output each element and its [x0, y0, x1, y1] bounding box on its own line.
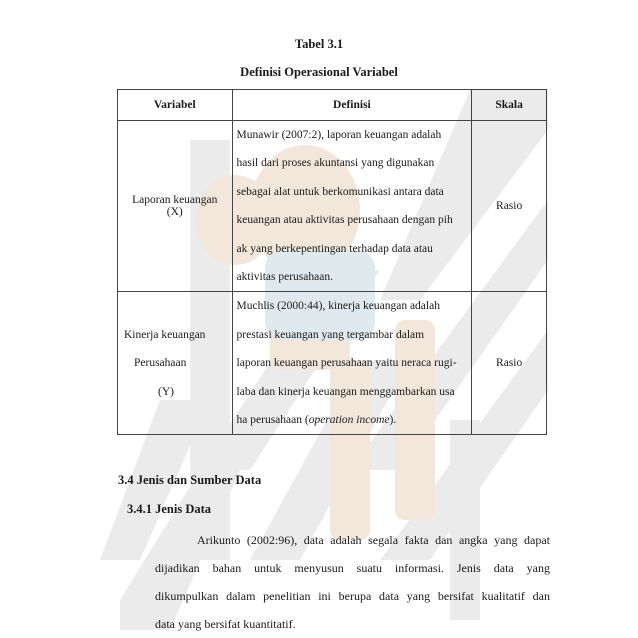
- subsection-heading: 3.4.1 Jenis Data: [127, 502, 212, 516]
- variable-line: Perusahaan: [134, 357, 187, 370]
- cell-variable: [118, 292, 233, 435]
- paragraph-line: data yang bersifat kuantitatif.: [155, 617, 296, 631]
- definition-line: sebagai alat untuk berkomunikasi antara data: [236, 185, 444, 198]
- variable-line: Laporan keuangan: [132, 194, 218, 207]
- definition-line: laporan keuangan perusahaan yaitu neraca rugi-: [236, 357, 457, 370]
- definition-italic: operation income: [308, 414, 390, 427]
- paragraph-line: dikumpulkan dalam penelitian ini berupa data yang bersifat kualitatif dan: [155, 589, 550, 603]
- definition-line: ak yang berkepentingan terhadap data atau: [236, 242, 433, 255]
- cell-definition: [232, 121, 472, 292]
- table-number: Tabel 3.1: [294, 37, 344, 51]
- variable-line: (X): [166, 206, 183, 219]
- paragraph-line: Arikunto (2002:96), data adalah segala fakta dan angka yang dapat: [197, 533, 550, 547]
- cell-scale: Rasio: [472, 121, 547, 292]
- section-heading: 3.4 Jenis dan Sumber Data: [118, 473, 262, 487]
- definition-text: ha perusahaan (: [236, 414, 309, 427]
- definition-tail: ).: [389, 414, 397, 427]
- definition-line-last: [237, 406, 468, 434]
- definition-table: [117, 89, 547, 435]
- definition-line: Munawir (2007:2), laporan keuangan adalah: [236, 129, 442, 141]
- variable-line: Kinerja keuangan: [124, 328, 206, 341]
- definition-line: laba dan kinerja keuangan menggambarkan usa: [236, 385, 455, 398]
- header-variabel: Variabel: [118, 90, 233, 121]
- table-header-row: [118, 90, 547, 121]
- cell-definition: [232, 292, 472, 435]
- definition-line: prestasi keuangan yang tergambar dalam: [236, 328, 425, 341]
- body-paragraph: [155, 526, 550, 638]
- variable-line: (Y): [158, 385, 174, 398]
- definition-line: Muchlis (2000:44), kinerja keuangan adalah: [236, 300, 440, 313]
- table-title: Definisi Operasional Variabel: [240, 65, 398, 79]
- table-row-laporan: [118, 121, 547, 292]
- cell-variable: [118, 121, 233, 292]
- header-skala: Skala: [472, 90, 547, 121]
- header-definisi: Definisi: [232, 90, 472, 121]
- cell-scale: Rasio: [472, 292, 547, 435]
- definition-line: keuangan atau aktivitas perusahaan dengan pih: [236, 214, 453, 227]
- definition-line: aktivitas perusahaan.: [236, 271, 333, 284]
- table-row-kinerja: [118, 292, 547, 435]
- paragraph-line: dijadikan bahan untuk menyusun suatu informasi. Jenis data yang: [155, 561, 550, 575]
- definition-line: hasil dari proses akuntansi yang digunakan: [236, 157, 435, 170]
